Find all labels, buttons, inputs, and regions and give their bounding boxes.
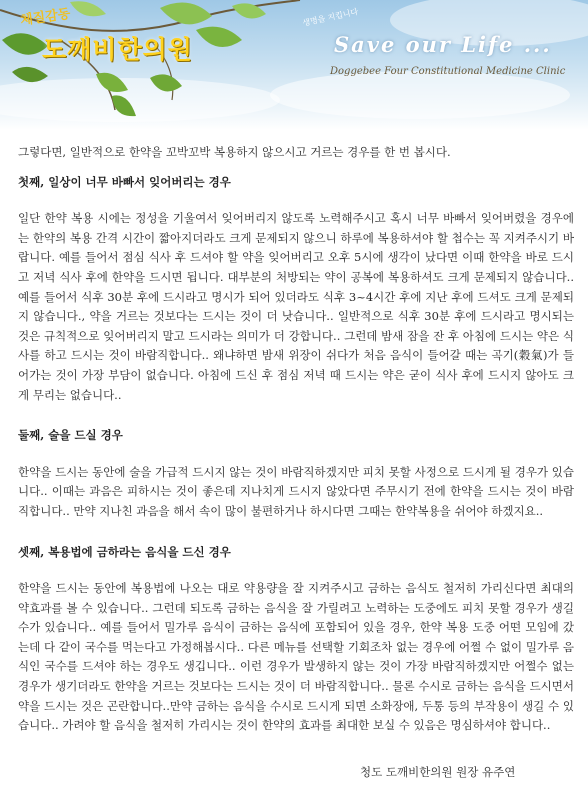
article-body [18, 143, 574, 757]
header-banner [0, 0, 588, 130]
clinic-english-name: Doggebee Four Constitutional Medicine Clinic [330, 66, 566, 77]
article-intro: 그렇다면, 일반적으로 한약을 꼬박꼬박 복용하지 않으시고 거르는 경우를 한 번 봅시다. [18, 145, 451, 159]
section-title-2: 둘째, 술을 드실 경우 [18, 428, 123, 443]
section-title-3: 셋째, 복용법에 금하라는 음식을 드신 경우 [18, 544, 231, 559]
section-body-2: 한약을 드시는 동안에 술을 가급적 드시지 않는 것이 바람직하겠지만 피치 못할 사정으로 드시게 될 경우가 있습니다.. 이때는 과음은 피하시는 것이 좋은데 지나치게 드시지 않았다면 주무시기 전에 한약을 드시는 것이 바람직합니다.. 만약 지나친 과음을 해서 속이 많이 불편하거나 하시다면 그때는 한약복용을 쉬어야 하겠지요.. [18, 464, 574, 518]
signature-line: 청도 도깨비한의원 원장 유주연 [360, 765, 516, 779]
section-title-1: 첫째, 일상이 너무 바빠서 잊어버리는 경우 [18, 174, 231, 189]
section-body-1: 일단 한약 복용 시에는 정성을 기울여서 잊어버리지 않도록 노력해주시고 혹시 너무 바빠서 잊어버렸을 경우에는 한약의 복용 간격 시간이 짧아지더라도 크게 문제되지 않으니 하루에 복용하셔야 할 첩수는 꼭 지켜주시기 바랍니다. 예를 들어서 점심 식사 후 드셔야 할 약을 잊어버리고 오후 5시에 생각이 났다면 이때 한약을 바로 드시고 저녁 식사 후에 한약을 드시면 됩니다. 대부분의 처방되는 약이 공복에 복용하셔도 크게 문제되지 않습니다.. 예를 들어서 식후 30분 후에 드시라고 명시가 되어 있더라도 식후 3~4시간 후에 지난 후에 드셔도 크게 문제되지 않습니다., 약을 거르는 것보다는 드시는 것이 더 낫습니다.. 일반적으로 식후 30분 후에 드시라고 명시되는 것은 규칙적으로 잊어버리지 말고 드시라는 의미가 더 강합니다.. 그런데 밤새 잠을 잔 후 아침에 드시는 약은 식사를 하고 드시는 것이 바람직합니다.. 왜냐하면 밤새 위장이 쉬다가 처음 음식이 들어갈 때는 곡기(穀氣)가 들어가는 것이 가장 부담이 없습니다. 아침에 드신 후 점심 저녁 때 드시는 약은 굳이 식사 후에 드시지 않아도 크게 무리는 없습니다.. [18, 211, 574, 402]
clinic-logo-name: 도깨비한의원 [42, 35, 193, 64]
tagline-english: Save our Life ... [334, 32, 552, 57]
section-body-3: 한약을 드시는 동안에 복용법에 나오는 대로 약용량을 잘 지켜주시고 금하는 음식도 철저히 가리신다면 최대의 약효과를 볼 수 있습니다.. 그런데 되도록 금하는 음식을 잘 가릴려고 노력하는 도중에도 피치 못할 경우가 생길 수가 있습니다.. 예를 들어서 밀가루 음식이 금하는 음식에 포함되어 있을 경우, 한약 복용 도중 어떤 모임에 갔는데 다 같이 국수를 먹는다고 가정해봅시다.. 다른 메뉴를 선택할 기회조차 없는 경우에 어쩔 수 없이 밀가루 음식인 국수를 드셔야 하는 경우도 생깁니다.. 이런 경우가 발생하지 않는 것이 가장 바람직하겠지만 어쩔수 없는 경우가 생기더라도 한약을 거르는 것보다는 드시는 것이 더 바람직합니다.. 물론 수시로 금하는 음식을 드시면서 약을 드시는 것은 곤란합니다..만약 금하는 음식을 수시로 드시게 되면 소화장애, 두통 등의 부작용이 생길 수 있습니다.. 가려야 할 음식을 철저히 가리시는 것이 한약의 효과를 최대한 보실 수 있음은 명심하셔야 합니다.. [18, 581, 574, 733]
brand-small-text: 체질감동 [19, 6, 72, 29]
tagline-korean: 생명을 지킵니다 [301, 7, 359, 28]
